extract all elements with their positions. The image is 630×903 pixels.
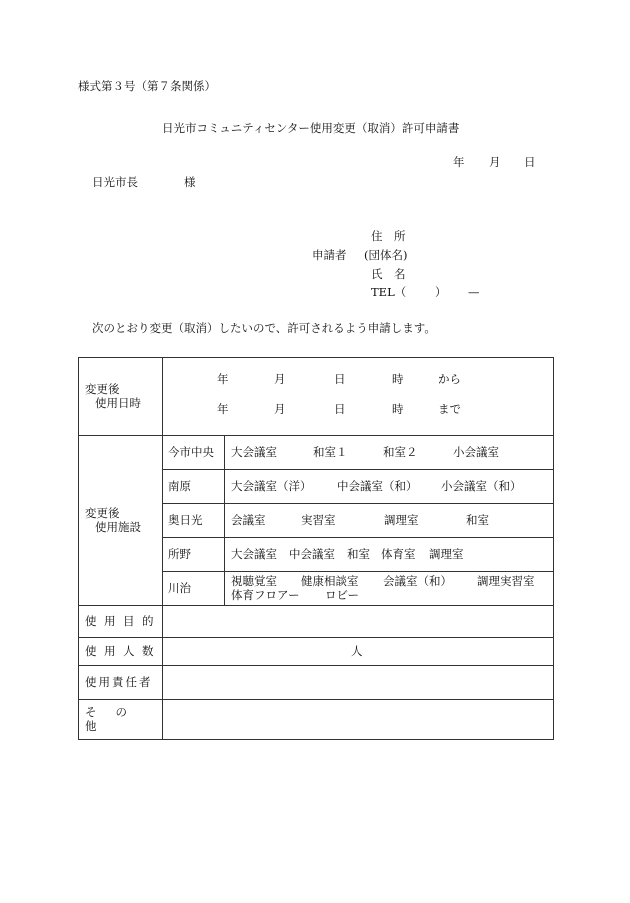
facility-name: 南原 <box>163 470 225 504</box>
room-option[interactable]: 大会議室 <box>231 444 277 459</box>
purpose-field[interactable] <box>163 606 554 638</box>
name-label: 氏 名 <box>371 267 406 281</box>
facility-name: 奥日光 <box>163 504 225 538</box>
room-option[interactable]: 調理室 <box>429 546 464 561</box>
room-option[interactable]: 小会議室（和） <box>441 478 522 493</box>
date-month-label: 月 <box>489 155 501 169</box>
facility-row-imaichi <box>79 436 554 470</box>
room-option[interactable]: 調理室 <box>384 512 419 527</box>
usage-date-from <box>163 373 553 391</box>
application-table <box>78 357 554 740</box>
headcount-unit: 人 <box>351 643 363 658</box>
other-field[interactable] <box>163 700 554 740</box>
date-day-label: 日 <box>524 155 536 169</box>
usage-date-field[interactable] <box>163 358 554 436</box>
room-option[interactable]: 会議室（和） <box>383 573 452 588</box>
facility-name: 所野 <box>163 538 225 572</box>
room-option[interactable]: 会議室 <box>231 512 266 527</box>
purpose-label: 使用目的 <box>79 606 163 638</box>
usage-date-to <box>163 403 553 421</box>
room-option[interactable]: 体育室 <box>381 546 416 561</box>
room-option[interactable]: 大会議室（洋） <box>231 478 312 493</box>
group-name-label: (団体名) <box>364 248 408 262</box>
facility-label <box>79 436 163 606</box>
room-option[interactable]: 小会議室 <box>453 444 499 459</box>
facility-rooms <box>225 436 554 470</box>
applicant-label: 申請者 <box>312 248 347 262</box>
purpose-row <box>79 606 554 638</box>
date-year-label: 年 <box>453 155 465 169</box>
to-suffix: まで <box>438 401 461 416</box>
room-option[interactable]: 和室 <box>466 512 489 527</box>
to-hour: 時 <box>392 401 404 416</box>
room-option[interactable]: 和室２ <box>383 444 418 459</box>
usage-date-row <box>79 358 554 436</box>
facility-rooms <box>225 572 554 606</box>
facility-name: 今市中央 <box>163 436 225 470</box>
form-title: 日光市コミュニティセンター使用変更（取消）許可申請書 <box>162 121 460 135</box>
other-label: その他 <box>79 700 163 740</box>
tel-label: TEL（ <box>371 285 407 299</box>
other-row <box>79 700 554 740</box>
facility-name: 川治 <box>163 572 225 606</box>
tel-dash: — <box>468 285 480 299</box>
headcount-field[interactable] <box>163 638 554 666</box>
to-month: 月 <box>274 401 286 416</box>
from-year: 年 <box>217 371 229 386</box>
responsible-row <box>79 666 554 700</box>
usage-date-label-line1: 変更後 <box>85 381 120 396</box>
to-year: 年 <box>217 401 229 416</box>
statement: 次のとおり変更（取消）したいので、許可されるよう申請します。 <box>92 321 436 335</box>
form-number: 様式第３号（第７条関係） <box>78 79 216 93</box>
room-option[interactable]: 視聴覚室 <box>231 573 277 588</box>
facility-rooms-line2 <box>231 589 553 603</box>
addressee-honorific: 様 <box>184 175 196 189</box>
tel-close-paren: ） <box>435 285 447 299</box>
to-day: 日 <box>334 401 346 416</box>
from-day: 日 <box>334 371 346 386</box>
headcount-row <box>79 638 554 666</box>
facility-rooms <box>225 470 554 504</box>
responsible-field[interactable] <box>163 666 554 700</box>
responsible-label: 使用責任者 <box>79 666 163 700</box>
facility-label-line1: 変更後 <box>85 505 120 520</box>
room-option[interactable]: 中会議室（和） <box>337 478 418 493</box>
room-option[interactable]: 和室１ <box>313 444 348 459</box>
room-option[interactable]: 調理実習室 <box>477 573 535 588</box>
from-suffix: から <box>438 371 461 386</box>
usage-date-label <box>79 358 163 436</box>
room-option[interactable]: 実習室 <box>301 512 336 527</box>
facility-label-line2: 使用施設 <box>95 519 141 534</box>
addressee-name: 日光市長 <box>92 175 138 189</box>
address-label: 住 所 <box>371 229 406 243</box>
room-option[interactable]: 健康相談室 <box>301 573 359 588</box>
facility-rooms-line1 <box>231 575 553 589</box>
room-option[interactable]: 和室 <box>347 546 370 561</box>
room-option[interactable]: 中会議室 <box>289 546 335 561</box>
usage-date-label-line2: 使用日時 <box>95 395 141 410</box>
from-hour: 時 <box>392 371 404 386</box>
from-month: 月 <box>274 371 286 386</box>
headcount-label: 使用人数 <box>79 638 163 666</box>
facility-rooms <box>225 504 554 538</box>
facility-rooms <box>225 538 554 572</box>
room-option[interactable]: 体育フロアー <box>231 587 300 602</box>
room-option[interactable]: 大会議室 <box>231 546 277 561</box>
room-option[interactable]: ロビー <box>325 587 360 602</box>
